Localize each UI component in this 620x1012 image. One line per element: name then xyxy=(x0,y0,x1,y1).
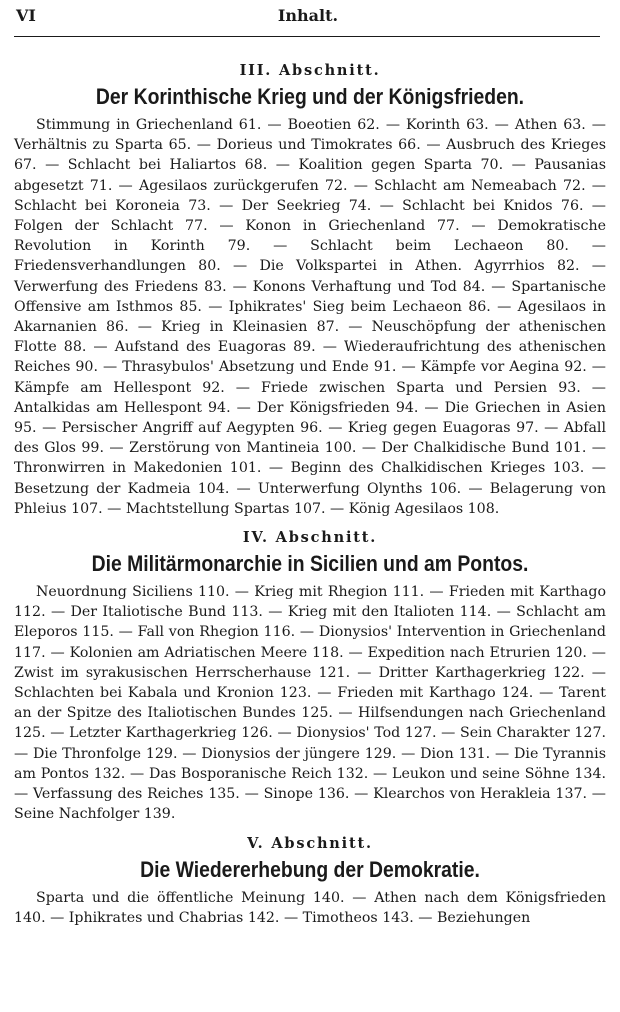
running-title: Inhalt. xyxy=(277,6,339,25)
section-body: Sparta und die öffentliche Meinung 140. — Athen nach dem Königsfrieden 140. — Iphikrates und Chabrias 142. — Timotheos 143. — Beziehungen xyxy=(14,889,606,926)
section-title: Der Korinthische Krieg und der Königsfrieden. xyxy=(95,84,525,109)
section-body: Neuordnung Siciliens 110. — Krieg mit Rhegion 111. — Frieden mit Karthago 112. — Der Italiotische Bund 113. — Krieg mit den Italioten 114. — Schlacht am Eleporos 115. — Fall von Rhegion 116. — Dionysios' Intervention in Griechenland 117. — Kolonien am Adriatischen Meere 118. — Expedition nach Etrurien 120. — Zwist im syrakusischen Herrscherhause 121. — Dritter Karthagerkrieg 122. — Schlachten bei Kabala und Kronion 123. — Frieden mit Karthago 124. — Tarent an der Spitze des Italiotischen Bundes 125. — Hilfsendungen nach Griechenland 125. — Letzter Karthagerkrieg 126. — Dionysios' Tod 127. — Sein Charakter 127. — Die Thronfolge 129. — Dionysios der jüngere 129. — Dion 131. — Die Tyrannis am Pontos 132. — Das Bosporanische Reich 132. — Leukon und seine Söhne 134. — Verfassung des Reiches 135. — Sinope 136. — Klearchos von Herakleia 137. — Seine Nachfolger 139. xyxy=(14,584,606,823)
running-head xyxy=(10,0,606,30)
table-of-contents xyxy=(14,60,606,938)
header-rule xyxy=(14,36,600,37)
page-number: VI xyxy=(16,6,36,25)
section-title: Die Wiedererhebung der Demokratie. xyxy=(140,856,480,882)
section-label: IV. Abschnitt. xyxy=(242,529,378,547)
section-5 xyxy=(14,835,606,928)
section-3 xyxy=(14,62,606,519)
section-label: V. Abschnitt. xyxy=(247,834,373,852)
section-label: III. Abschnitt. xyxy=(239,62,381,79)
section-title: Die Militärmonarchie in Sicilien und am Pontos. xyxy=(91,551,529,577)
section-body: Stimmung in Griechenland 61. — Boeotien 62. — Korinth 63. — Athen 63. — Verhältnis zu Sparta 65. — Dorieus und Timokrates 66. — Ausbruch des Krieges 67. — Schlacht bei Haliartos 68. — Koalition gegen Sparta 70. — Pausanias abgesetzt 71. — Agesilaos zurückgerufen 72. — Schlacht am Nemeabach 72. — Schlacht bei Koroneia 73. — Der Seekrieg 74. — Schlacht bei Knidos 76. — Folgen der Schlacht 77. — Konon in Griechenland 77. — Demokratische Revolution in Korinth 79. — Schlacht beim Lechaeon 80. — Friedensverhandlungen 80. — Die Volkspartei in Athen. Agyrrhios 82. — Verwerfung des Friedens 83. — Konons Verhaftung und Tod 84. — Spartanische Offensive am Isthmos 85. — Iphikrates' Sieg beim Lechaeon 86. — Agesilaos in Akarnanien 86. — Krieg in Kleinasien 87. — Neuschöpfung der athenischen Flotte 88. — Aufstand des Euagoras 89. — Wiederaufrichtung des athenischen Reiches 90. — Thrasybulos' Absetzung und Ende 91. — Kämpfe vor Aegina 92. — Kämpfe am Hellespont 92. — Friede zwischen Sparta und Persien 93. — Antalkidas am Hellespont 94. — Der Königsfrieden 94. — Die Griechen in Asien 95. — Persischer Angriff auf Aegypten 96. — Krieg gegen Euagoras 97. — Abfall des Glos 99. — Zerstörung von Mantineia 100. — Der Chalkidische Bund 101. — Thronwirren in Makedonien 101. — Beginn des Chalkidischen Krieges 103. — Besetzung der Kadmeia 104. — Unterwerfung Olynths 106. — Belagerung von Phleius 107. — Machtstellung Spartas 107. — König Agesilaos 108. xyxy=(14,117,606,517)
section-4 xyxy=(14,529,606,824)
